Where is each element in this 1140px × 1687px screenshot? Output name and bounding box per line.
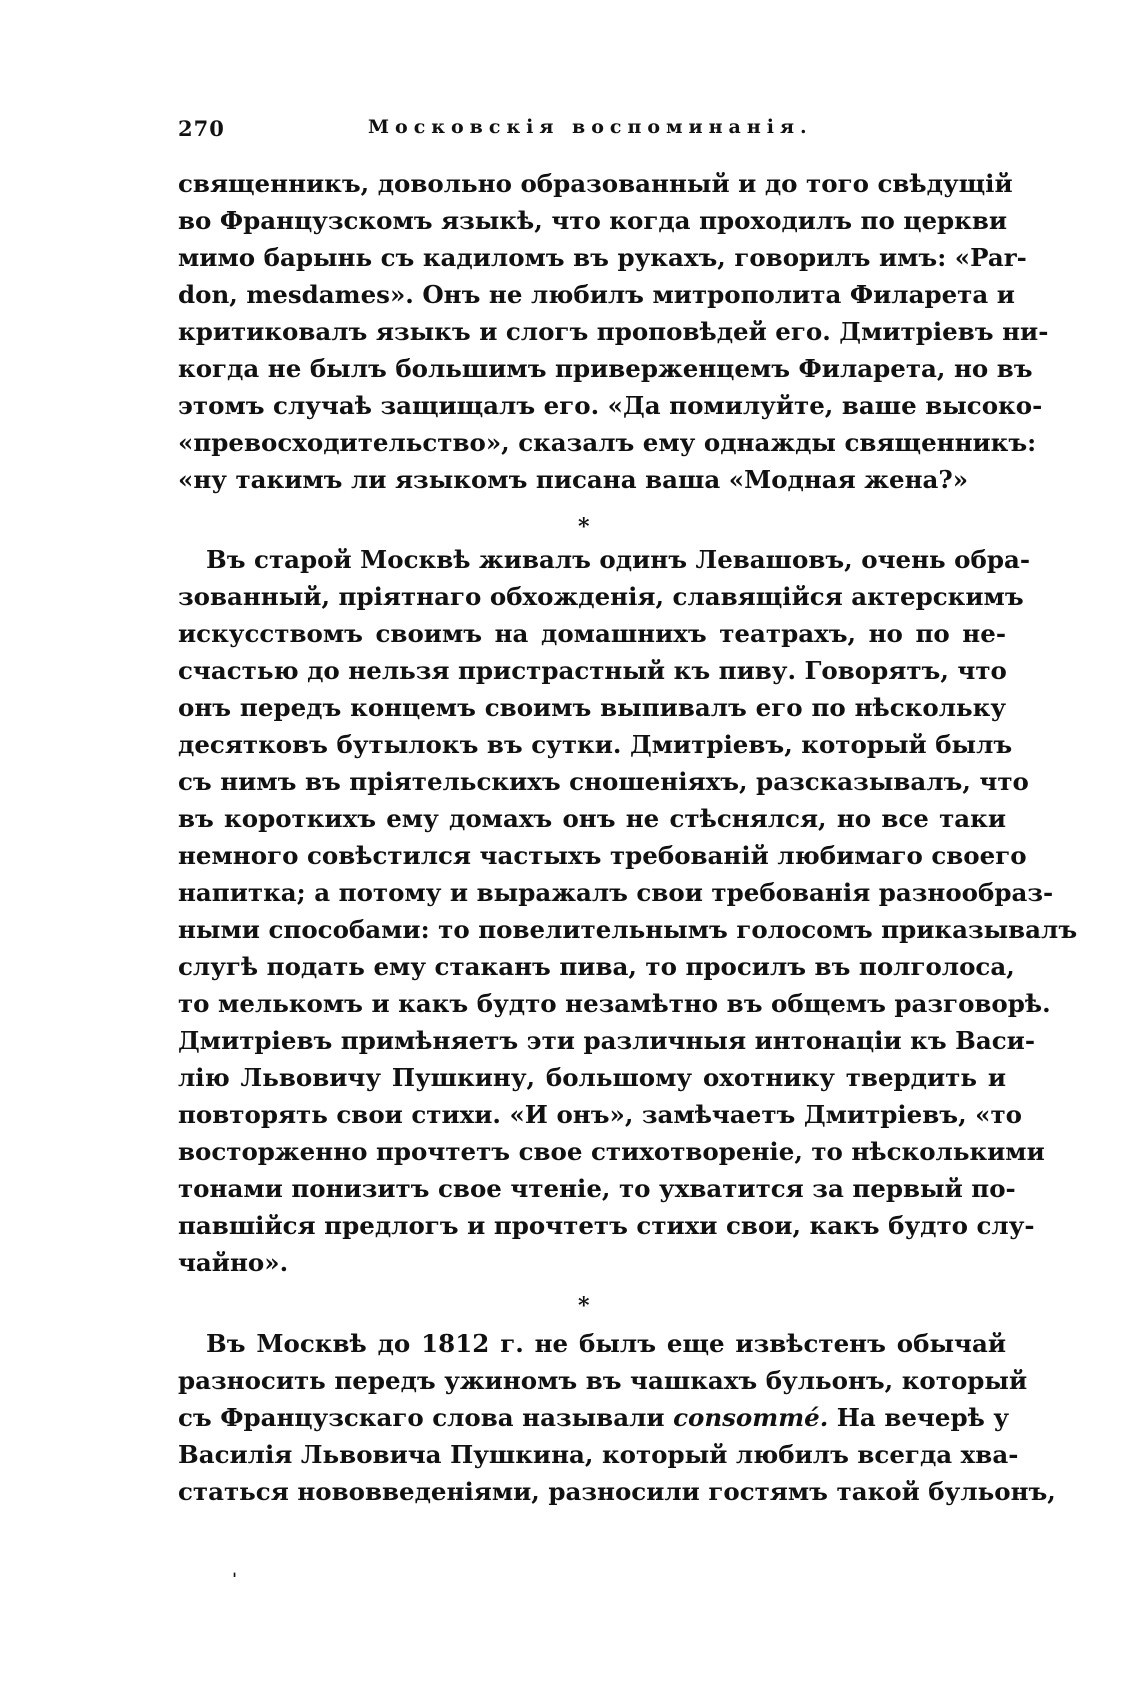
text-line: чайно». xyxy=(178,1248,289,1277)
text-line: напитка; а потому и выражалъ свои требованія разнообраз- xyxy=(178,878,1054,907)
text-line: зованный, пріятнаго обхожденія, славящійся актерскимъ xyxy=(178,582,1024,611)
text-segment: съ Французскаго слова называли xyxy=(178,1403,674,1432)
text-line: онъ передъ концемъ своимъ выпивалъ его по нѣскольку xyxy=(178,693,1006,722)
text-line: съ нимъ въ пріятельскихъ сношеніяхъ, разсказывалъ, что xyxy=(178,767,1029,796)
text-line: «ну такимъ ли языкомъ писана ваша «Модная жена?» xyxy=(178,465,969,494)
text-line: десятковъ бутылокъ въ сутки. Дмитріевъ, который былъ xyxy=(178,730,1013,759)
italic-word: consommé. xyxy=(673,1403,829,1432)
section-separator: * xyxy=(578,1293,590,1319)
paragraph-continuation xyxy=(178,165,1049,498)
text-line: Въ старой Москвѣ живалъ одинъ Левашовъ, очень обра- xyxy=(206,545,1031,574)
text-line: восторженно прочтетъ свое стихотвореніе, то нѣсколькими xyxy=(178,1137,1045,1166)
text-line: во Французскомъ языкѣ, что когда проходилъ по церкви xyxy=(178,206,1008,235)
text-line: Въ Москвѣ до 1812 г. не былъ еще извѣстенъ обычай xyxy=(206,1329,1006,1358)
running-title: Московскія воспоминанія. xyxy=(368,116,813,138)
text-line: когда не былъ большимъ приверженцемъ Филарета, но въ xyxy=(178,354,1033,383)
text-line: павшійся предлогъ и прочтетъ стихи свои, какъ будто слу- xyxy=(178,1211,1035,1240)
text-line: don, mesdames». Онъ не любилъ митрополита Филарета и xyxy=(178,280,1015,309)
page-number: 270 xyxy=(178,116,225,141)
text-line: Дмитріевъ примѣняетъ эти различныя интонаціи къ Васи- xyxy=(178,1026,1035,1055)
text-line: этомъ случаѣ защищалъ его. «Да помилуйте, ваше высоко- xyxy=(178,391,1043,420)
text-line: немного совѣстился частыхъ требованій любимаго своего xyxy=(178,841,1027,870)
text-line: счастью до нельзя пристрастный къ пиву. Говорятъ, что xyxy=(178,656,1007,685)
text-line: священникъ, довольно образованный и до того свѣдущій xyxy=(178,169,1013,198)
section-separator: * xyxy=(578,514,590,540)
text-line: ными способами: то повелительнымъ голосомъ приказывалъ xyxy=(178,915,1078,944)
text-line: слугѣ подать ему стаканъ пива, то просилъ въ полголоса, xyxy=(178,952,1015,981)
page-header xyxy=(178,116,1006,148)
text-line: Василія Львовича Пушкина, который любилъ всегда хва- xyxy=(178,1440,1019,1469)
text-segment: На вечерѣ у xyxy=(828,1403,1010,1432)
text-line: разносить передъ ужиномъ въ чашкахъ бульонъ, который xyxy=(178,1366,1028,1395)
text-line: тонами понизитъ свое чтеніе, то ухватится за первый по- xyxy=(178,1174,1016,1203)
text-line: критиковалъ языкъ и слогъ проповѣдей его. Дмитріевъ ни- xyxy=(178,317,1049,346)
text-line: статься нововведеніями, разносили гостямъ такой бульонъ, xyxy=(178,1477,1056,1506)
text-line: лію Львовичу Пушкину, большому охотнику твердить и xyxy=(178,1063,1006,1092)
text-line: искусствомъ своимъ на домашнихъ театрахъ, но по не- xyxy=(178,619,1006,648)
paragraph-levashov xyxy=(178,541,1078,1281)
ink-speck: ˈ xyxy=(232,1570,238,1591)
text-line xyxy=(178,1399,1010,1436)
text-line: «превосходительство», сказалъ ему однажды священникъ: xyxy=(178,428,1037,457)
text-line: то мелькомъ и какъ будто незамѣтно въ общемъ разговорѣ. xyxy=(178,989,1051,1018)
paragraph-consomme xyxy=(178,1325,1056,1510)
text-line: повторять свои стихи. «И онъ», замѣчаетъ Дмитріевъ, «то xyxy=(178,1100,1022,1129)
text-line: мимо барынь съ кадиломъ въ рукахъ, говорилъ имъ: «Par- xyxy=(178,243,1027,272)
text-line: въ короткихъ ему домахъ онъ не стѣснялся, но все таки xyxy=(178,804,1006,833)
